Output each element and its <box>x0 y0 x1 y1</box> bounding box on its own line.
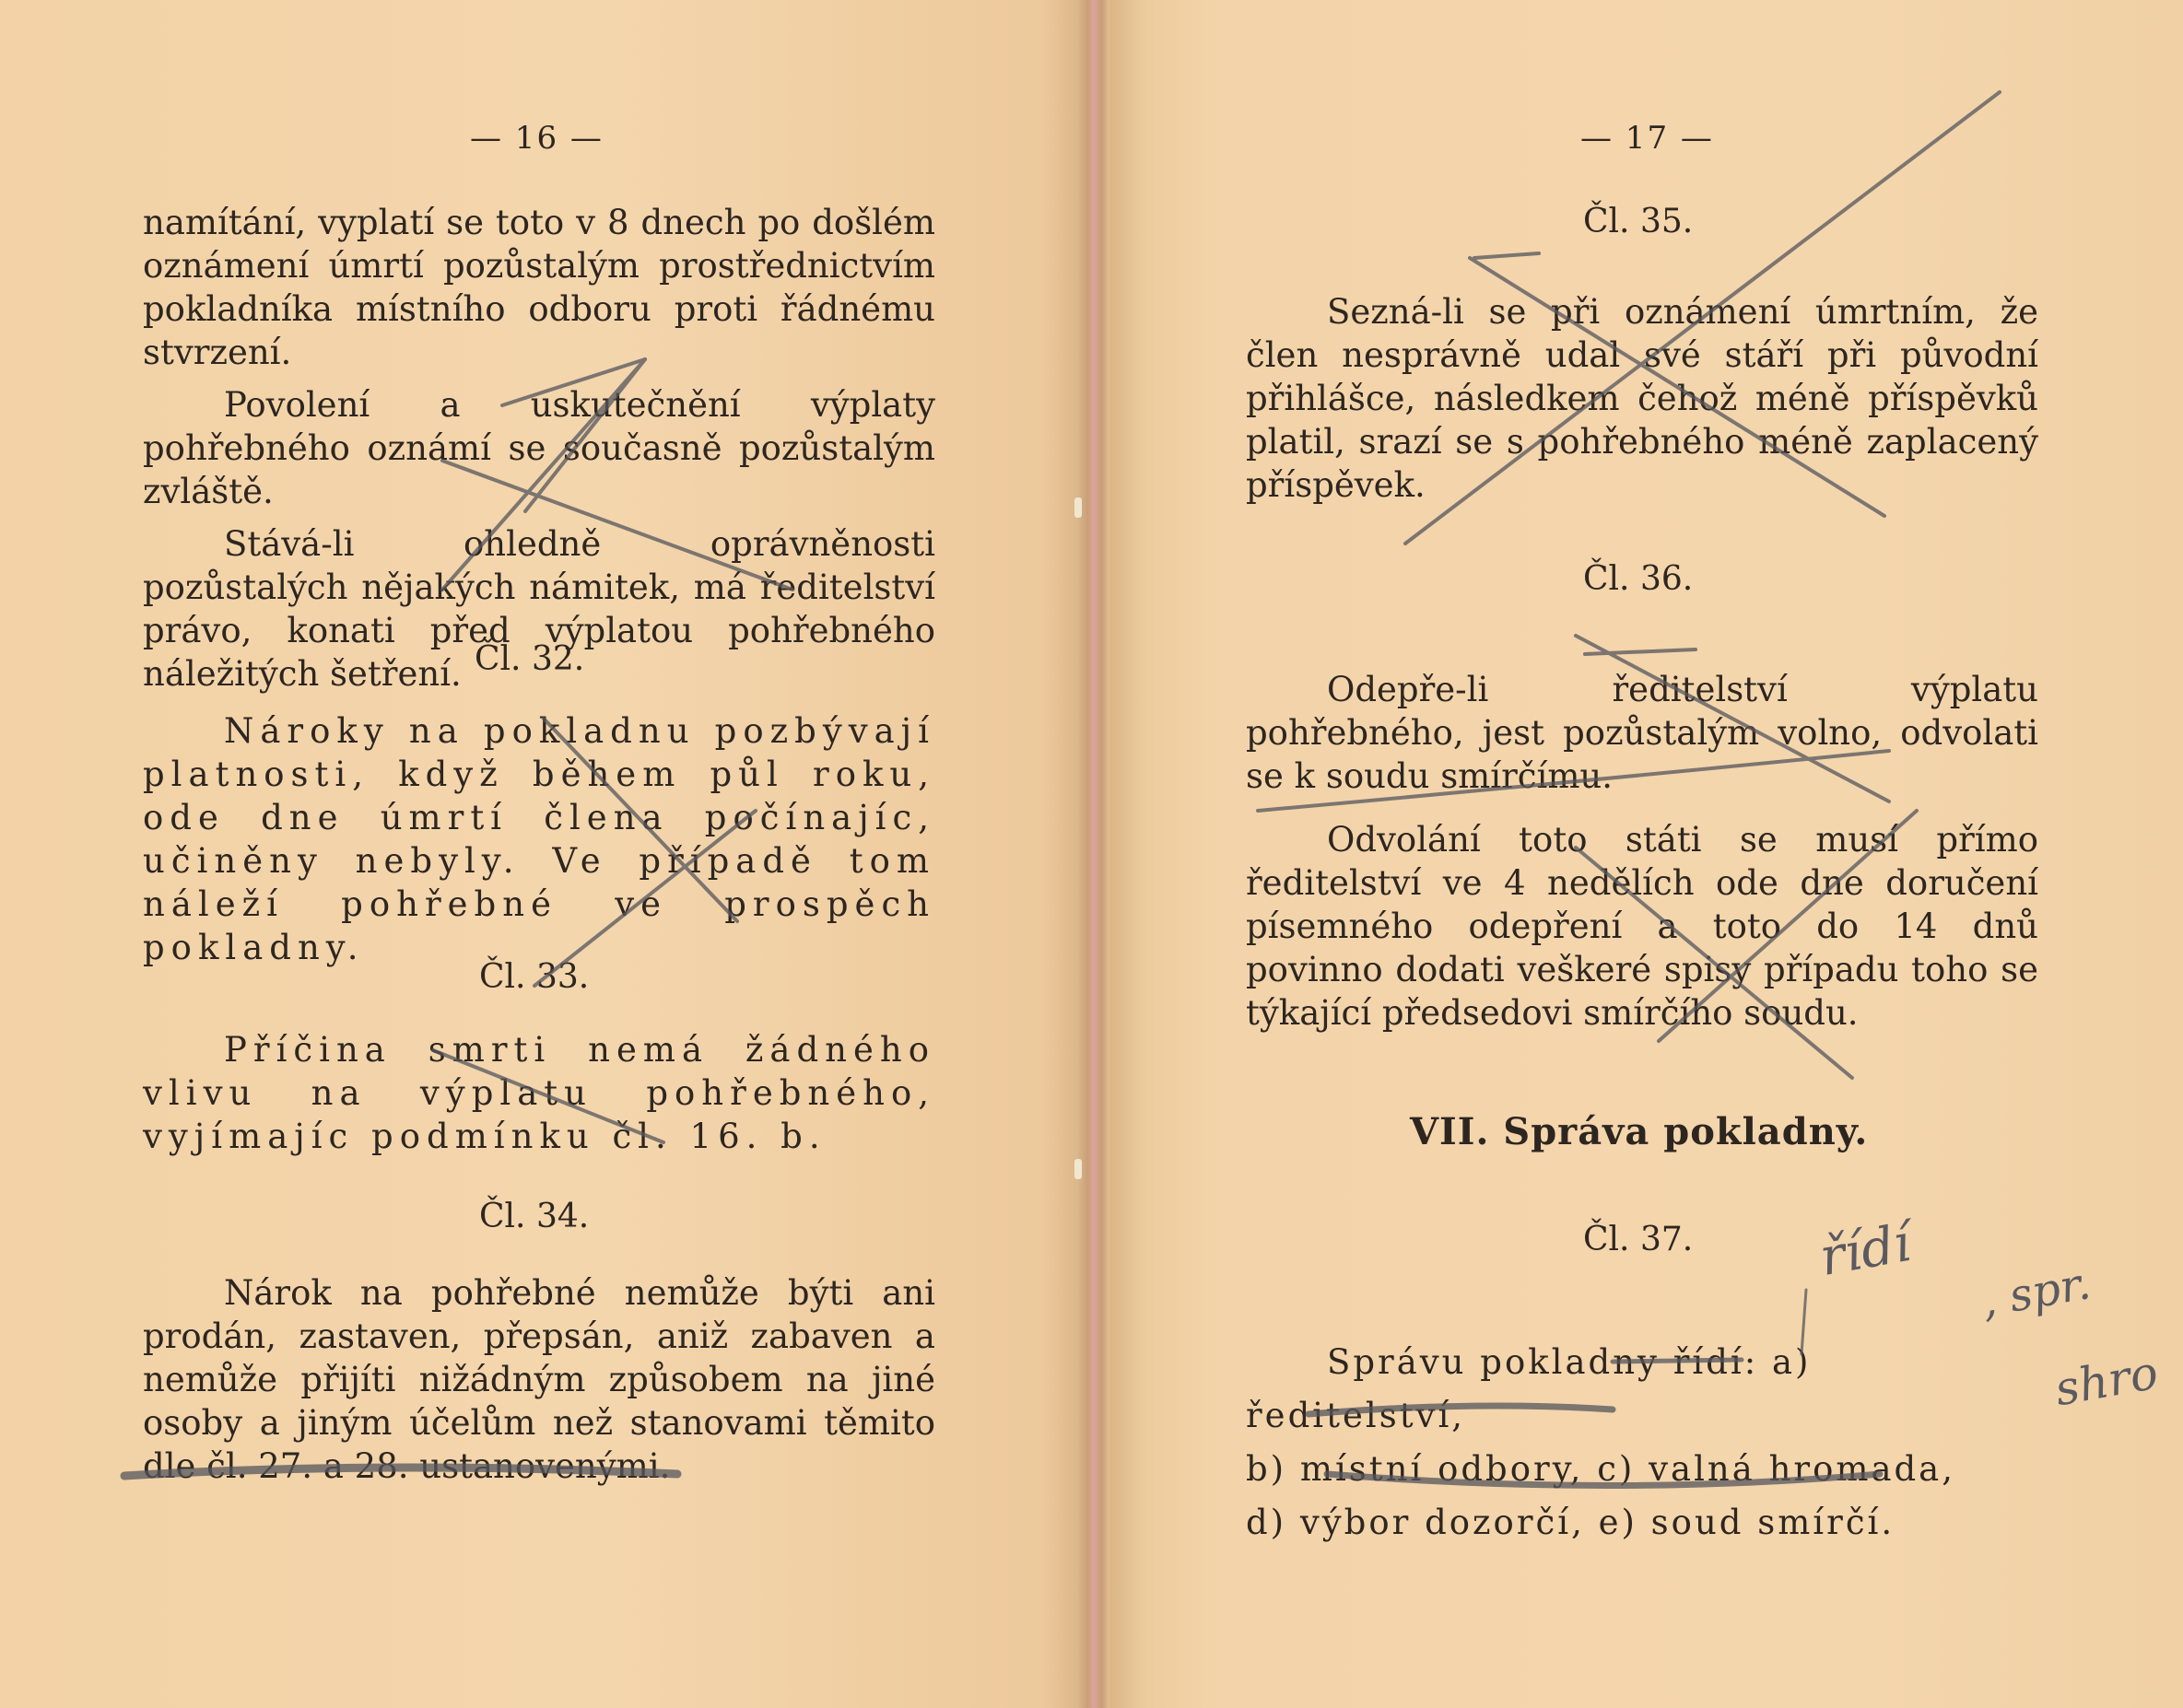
handwritten-note: , spr. <box>1978 1258 2095 1328</box>
paragraph: Odvolání toto státi se musí přímo ředitelství ve 4 nedělích ode dne doručení písemného odepření a toto do 14 dnů povinno dodati veškeré spisy případu toho se týkající předsedovi smírčího soudu. <box>1246 820 2038 1033</box>
article-33-text <box>143 1028 935 1158</box>
binding-stitch <box>1074 497 1082 518</box>
article-35-text <box>1246 290 2038 507</box>
article-36-text <box>1246 668 2038 1035</box>
spine-shadow-left <box>1041 0 1078 1708</box>
paragraph: Odepře-li ředitelství výplatu pohřebného, jest pozůstalým volno, odvolati se k soudu smírčímu. <box>1246 670 2038 796</box>
article-37-line: b) místní odbory, c) valná hromada, <box>1246 1449 1956 1489</box>
paragraph: Sezná-li se při oznámení úmrtním, že člen nesprávně udal své stáří při původní přihlášce, následkem čehož méně příspěvků platil, srazí se s pohřebného méně zaplacený příspěvek. <box>1246 292 2038 505</box>
page-number-right: — 17 — <box>1580 120 1714 157</box>
paragraph: namítání, vyplatí se toto v 8 dnech po došlém oznámení úmrtí pozůstalým prostřednictvím pokladníka místního odboru proti řádnému stvrzení. <box>143 203 935 372</box>
binding-stitch <box>1074 1159 1082 1179</box>
article-heading-34: Čl. 34. <box>479 1198 590 1235</box>
text-block-continued <box>143 201 935 696</box>
paragraph: Příčina smrti nemá žádného vlivu na výplatu pohřebného, vyjímajíc podmínku čl. 16. b. <box>143 1030 935 1156</box>
handwritten-note: shro <box>2050 1345 2163 1417</box>
spine-shadow-right <box>1109 0 1146 1708</box>
article-heading-35: Čl. 35. <box>1583 203 1694 240</box>
article-37-line: Správu pokladny řídí: a) ředitelství, <box>1246 1342 1812 1435</box>
paragraph: Povolení a uskutečnění výplaty pohřebného oznámí se současně pozůstalým zvláště. <box>143 385 935 511</box>
paragraph: Stává-li ohledně oprávněnosti pozůstalých nějakých námitek, má ředitelství právo, konati před výplatou pohřebného náležitých šetření. <box>143 524 935 694</box>
article-32-text <box>143 709 935 969</box>
section-title: VII. Správa pokladny. <box>1410 1110 1869 1153</box>
article-37-line: d) výbor dozorčí, e) soud smírčí. <box>1246 1503 1895 1542</box>
paragraph: Nároky na pokladnu pozbývají platnosti, když během půl roku, ode dne úmrtí člena počínajíc, učiněny nebyly. Ve případě tom náleží pohřebné ve prospěch pokladny. <box>143 711 935 967</box>
article-heading-37: Čl. 37. <box>1583 1221 1694 1258</box>
article-heading-36: Čl. 36. <box>1583 560 1694 598</box>
handwritten-note: řídí <box>1815 1212 1916 1289</box>
paragraph: Nárok na pohřebné nemůže býti ani prodán, zastaven, přepsán, aniž zabaven a nemůže přijíti nižádným způsobem na jiné osoby a jiným účelům než stanovami těmito dle čl. 27. a 28. ustanovenými. <box>143 1273 935 1486</box>
book-spine <box>1078 0 1109 1708</box>
article-heading-32: Čl. 32. <box>475 640 585 678</box>
article-heading-33: Čl. 33. <box>479 958 590 996</box>
page-number-left: — 16 — <box>470 120 604 157</box>
article-37-text <box>1246 1336 2038 1550</box>
article-34-text <box>143 1271 935 1488</box>
